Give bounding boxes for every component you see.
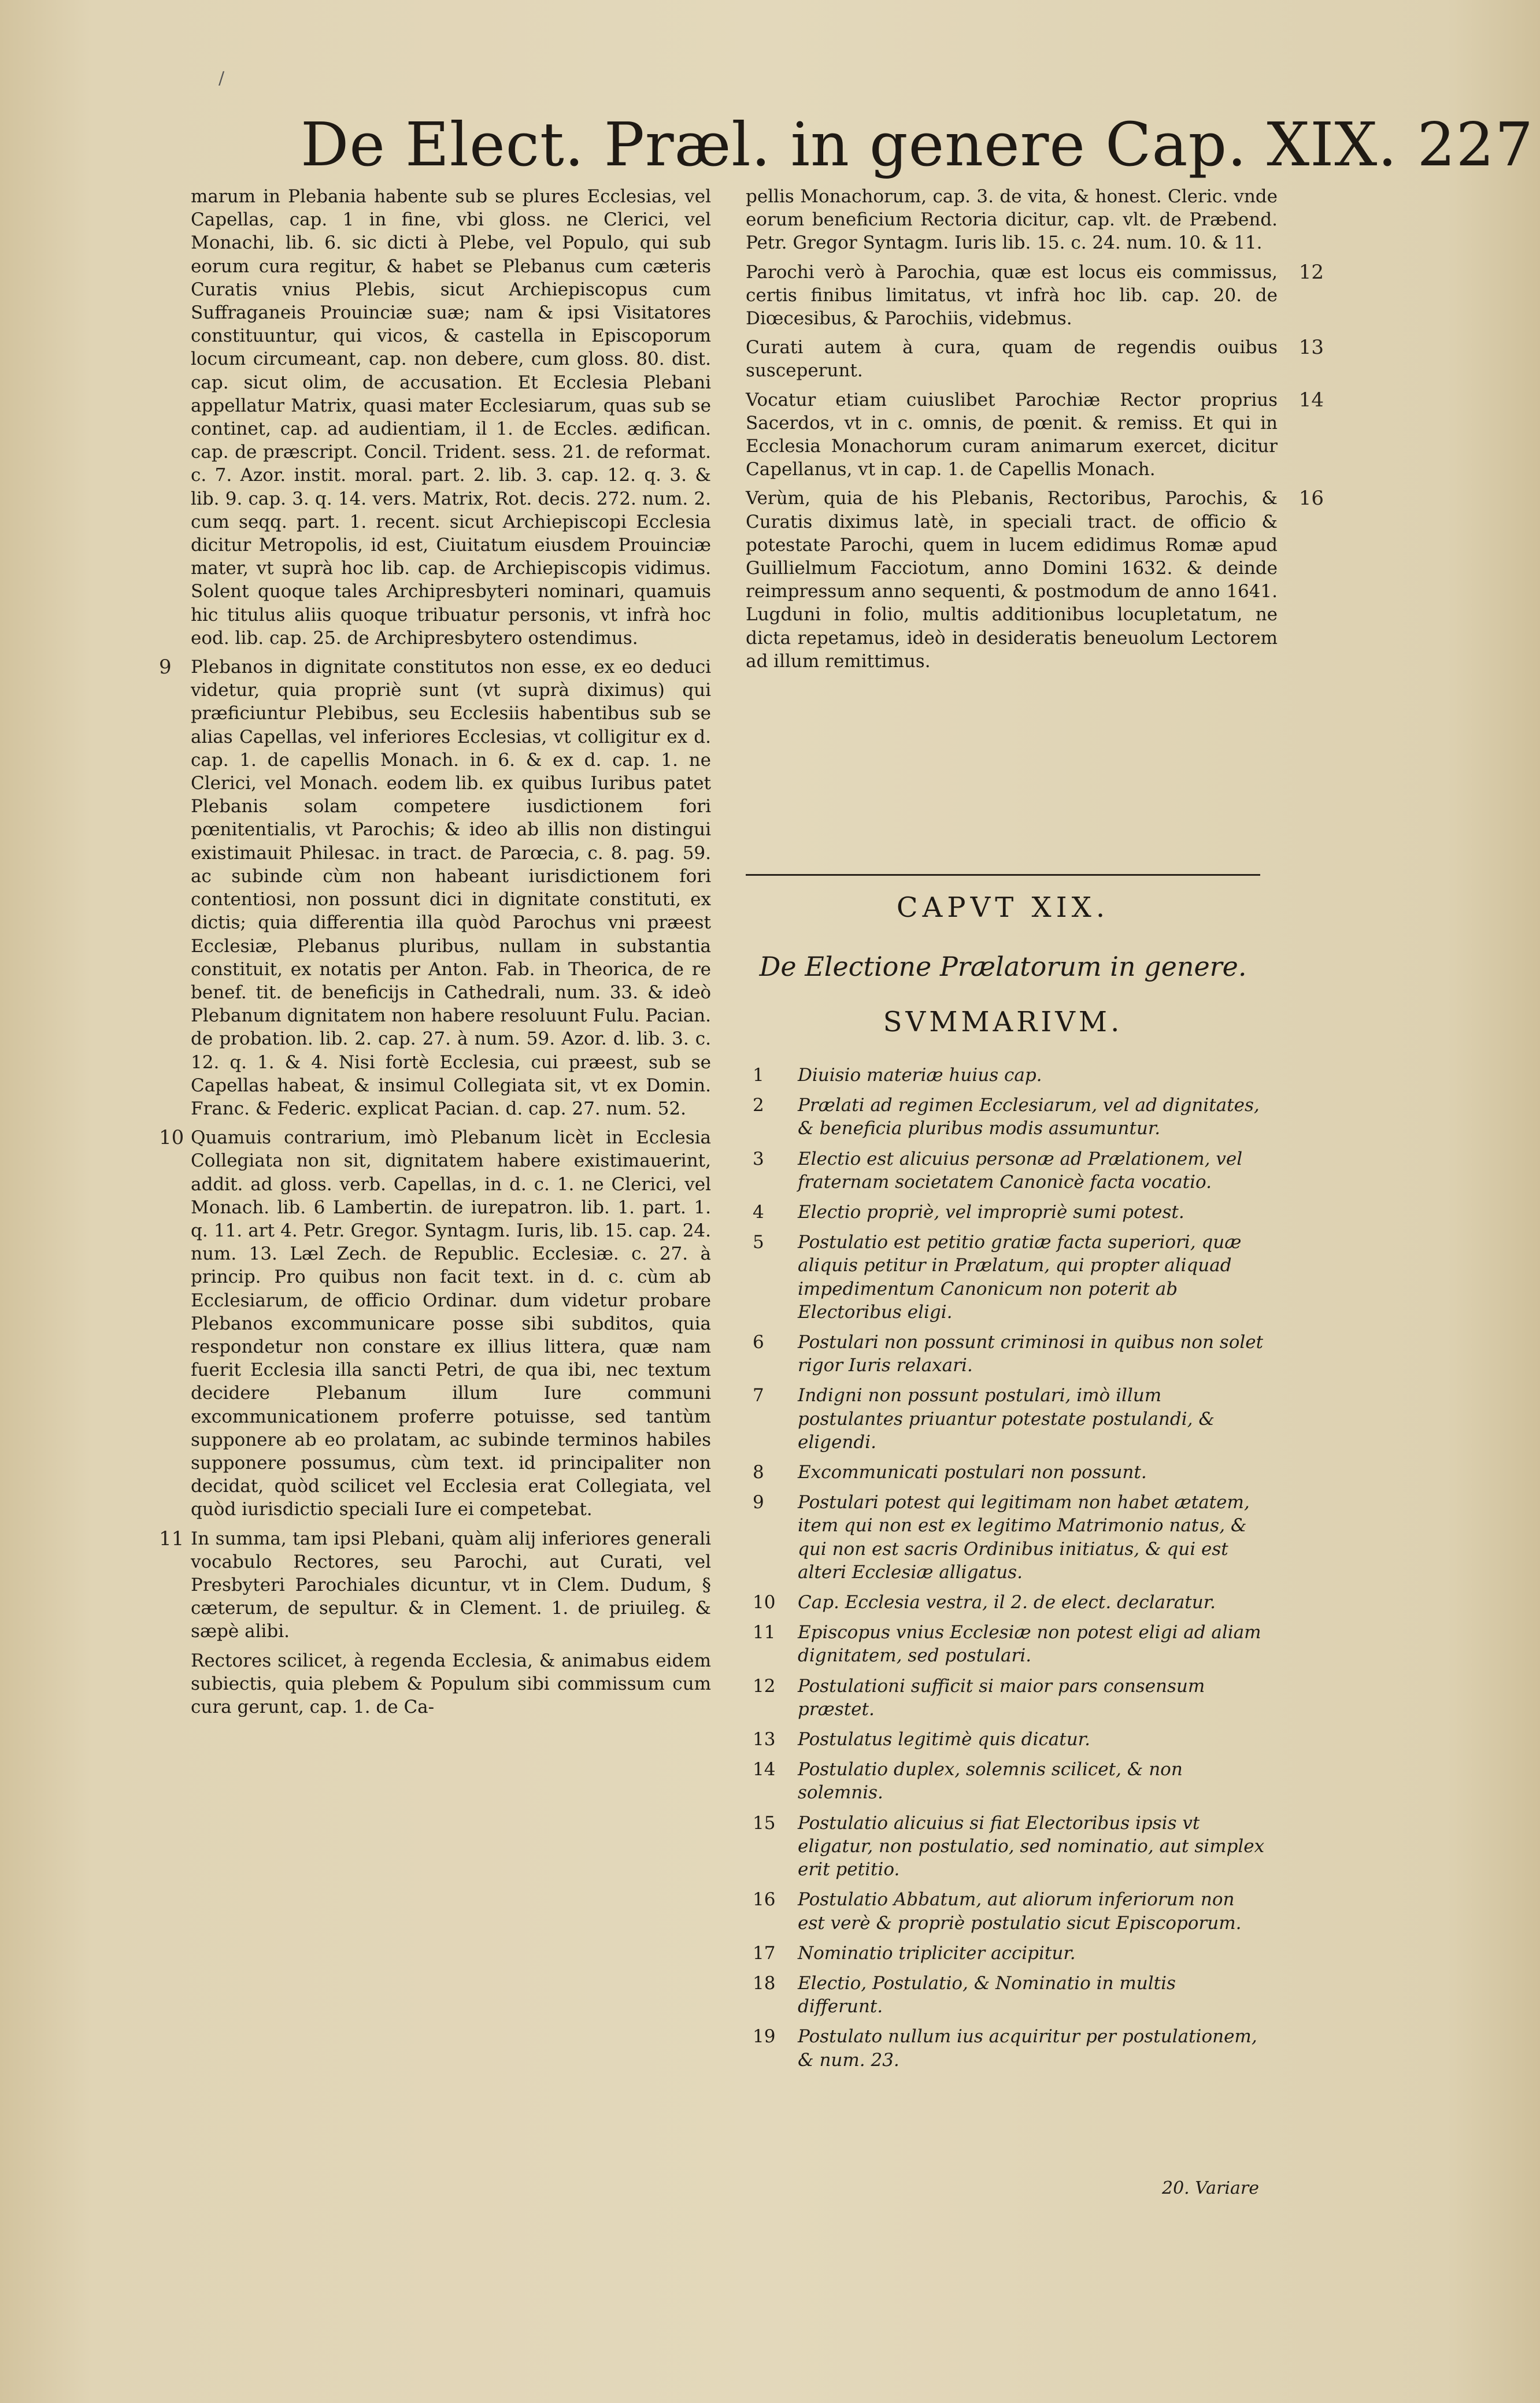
summary-text: Postulationi sufficit si maior pars consensum præstet. bbox=[798, 1675, 1205, 1720]
paragraph-text: Plebanos in dignitate constitutos non esse, ex eo deduci videtur, quia propriè sunt (vt suprà diximus) qui præficiuntur Plebibus, seu Ecclesiis habentibus sub se alias Capellas, vel inferiores Ecclesias, vt colligitur ex d. cap. 1. de capellis Monach. in 6. & ex d. cap. 1. ne Clerici, vel Monach. eodem lib. ex quibus Iuribus patet Plebanis solam competere iusdictionem fori pœnitentialis, vt Parochis; & ideo ab illis non distingui existimauit Philesac. in tract. de Parœcia, c. 8. pag. 59. ac subinde cùm non habeant iurisdictionem fori contentiosi, non possunt dici in dignitate constituti, ex dictis; quia differentia illa quòd Parochus vni præest Ecclesiæ, Plebanus pluribus, nullam in substantia constituit, ex notatis per Anton. Fab. in Theorica, de re benef. tit. de beneficijs in Cathedrali, num. 33. & ideò Plebanum dignitatem non habere resoluunt Fulu. Pacian. de probation. lib. 2. cap. 27. à num. 59. Azor. d. lib. 3. c. 12. q. 1. & 4. Nisi fortè Ecclesia, cui præest, sub se Capellas habeat, & insimul Collegiata sit, vt ex Domin. Franc. & Federic. explicat Pacian. d. cap. 27. num. 52. bbox=[191, 657, 711, 1119]
chapter-subtitle: De Electione Prælatorum in genere. bbox=[759, 951, 1247, 982]
paragraph-text: Rectores scilicet, à regenda Ecclesia, & animabus eidem subiectis, quia plebem & Populum sibi commissum cum cura gerunt, cap. 1. de Ca- bbox=[191, 1650, 711, 1717]
summary-text: Indigni non possunt postulari, imò illum postulantes priuantur potestate postulandi, & eligendi. bbox=[798, 1385, 1215, 1453]
paragraph bbox=[746, 487, 1324, 673]
summary-text: Postulatus legitimè quis dicatur. bbox=[798, 1729, 1090, 1750]
summary-item bbox=[746, 1972, 1266, 2018]
margin-number: 12 bbox=[1298, 260, 1324, 284]
summary-item bbox=[746, 1621, 1266, 1667]
summary-item bbox=[746, 1675, 1266, 1721]
paragraph bbox=[159, 1126, 711, 1521]
summary-text: Episcopus vnius Ecclesiæ non potest eligi ad aliam dignitatem, sed postulari. bbox=[798, 1622, 1261, 1667]
summary-text: Postulari non possunt criminosi in quibus non solet rigor Iuris relaxari. bbox=[798, 1332, 1264, 1376]
summary-item bbox=[746, 1384, 1266, 1454]
summary-number: 2 bbox=[753, 1095, 764, 1116]
summary-text: Electio est alicuius personæ ad Prælationem, vel fraternam societatem Canonicè facta vocatio. bbox=[798, 1148, 1243, 1193]
summary-number: 14 bbox=[753, 1759, 776, 1780]
paragraph-text: Vocatur etiam cuiuslibet Parochiæ Rector proprius Sacerdos, vt in c. omnis, de pœnit. & remiss. Et qui in Ecclesia Monachorum curam animarum exercet, dicitur Capellanus, vt in cap. 1. de Capellis Monach. bbox=[746, 389, 1278, 480]
summary-text: Nominatio tripliciter accipitur. bbox=[798, 1942, 1076, 1964]
paragraph-text: Quamuis contrarium, imò Plebanum licèt in Ecclesia Collegiata non sit, dignitatem habere existimauerint, addit. ad gloss. verb. Capellas, in d. c. 1. ne Clerici, vel Monach. lib. 6 Lambertin. de iurepatron. lib. 1. part. 1. q. 11. art 4. Petr. Gregor. Syntagm. Iuris, lib. 15. cap. 24. num. 13. Læl Zech. de Republic. Ecclesiæ. c. 27. à princip. Pro quibus non facit text. in d. c. cùm ab Ecclesiarum, de officio Ordinar. dum videtur probare Plebanos excommunicare posse sibi subditos, quia respondetur non constare ex illius littera, quæ nam fuerit Ecclesia illa sancti Petri, de qua ibi, nec textum decidere Plebanum illum Iure communi excommunicationem proferre potuisse, sed tantùm supponere ab eo prolatam, ac subinde terminos habiles supponere possumus, cùm text. id principaliter non decidat, quòd scilicet vel Ecclesia erat Collegiata, vel quòd iurisdictio speciali Iure ei competebat. bbox=[191, 1127, 711, 1520]
left-column bbox=[159, 185, 711, 1719]
summary-item bbox=[746, 1201, 1266, 1224]
summary-text: Cap. Ecclesia vestra, il 2. de elect. declaratur. bbox=[798, 1592, 1216, 1613]
summary-text: Postulatio alicuius si fiat Electoribus ipsis vt eligatur, non postulatio, sed nominatio, aut simplex erit petitio. bbox=[798, 1812, 1265, 1880]
pencil-mark: / bbox=[219, 68, 225, 88]
summary-list bbox=[746, 1064, 1266, 2079]
summary-number: 16 bbox=[753, 1889, 776, 1910]
summary-number: 11 bbox=[753, 1622, 776, 1643]
summary-item bbox=[746, 1812, 1266, 1882]
catchword: 20. Variare bbox=[1162, 2178, 1259, 2198]
margin-number: 16 bbox=[1298, 487, 1324, 510]
summary-number: 18 bbox=[753, 1972, 776, 1994]
summary-number: 8 bbox=[753, 1462, 764, 1483]
summary-item bbox=[746, 1461, 1266, 1484]
summary-number: 5 bbox=[753, 1232, 764, 1253]
summary-item bbox=[746, 1728, 1266, 1751]
margin-number: 13 bbox=[1298, 336, 1324, 360]
summary-text: Postulari potest qui legitimam non habet ætatem, item qui non est ex legitimo Matrimonio natus, & qui non est sacris Ordinibus initiatus, & qui est alteri Ecclesiæ alligatus. bbox=[798, 1492, 1250, 1583]
running-header: De Elect. Præl. in genere Cap. XIX. 227 bbox=[301, 109, 1534, 180]
summary-number: 7 bbox=[753, 1385, 764, 1406]
summary-number: 4 bbox=[753, 1202, 764, 1223]
summary-text: Postulatio Abbatum, aut aliorum inferiorum non est verè & propriè postulatio sicut Episcoporum. bbox=[798, 1889, 1242, 1934]
summary-text: Postulato nullum ius acquiritur per postulationem, & num. 23. bbox=[798, 2026, 1257, 2071]
margin-number: 11 bbox=[159, 1527, 184, 1550]
paragraph bbox=[746, 388, 1324, 482]
paragraph bbox=[746, 336, 1324, 382]
section-divider bbox=[746, 874, 1260, 876]
paragraph-text: Parochi verò à Parochia, quæ est locus eis commissus, certis finibus limitatus, vt infrà hoc lib. cap. 20. de Diœcesibus, & Parochiis, videbmus. bbox=[746, 261, 1278, 329]
summary-text: Electio propriè, vel impropriè sumi potest. bbox=[798, 1202, 1184, 1223]
summary-heading: SVMMARIVM. bbox=[883, 1006, 1123, 1038]
margin-number: 10 bbox=[159, 1126, 184, 1150]
summary-text: Postulatio est petitio gratiæ facta superiori, quæ aliquis petitur in Prælatum, qui propter aliquad impedimentum Canonicum non poterit ab Electoribus eligi. bbox=[798, 1232, 1242, 1323]
summary-item bbox=[746, 1591, 1266, 1614]
margin-number: 14 bbox=[1298, 388, 1324, 412]
paragraph bbox=[191, 185, 711, 650]
summary-number: 9 bbox=[753, 1492, 764, 1513]
paragraph-text: Curati autem à cura, quam de regendis ouibus susceperunt. bbox=[746, 337, 1278, 382]
paragraph bbox=[746, 185, 1278, 255]
paragraph-text: In summa, tam ipsi Plebani, quàm alij inferiores generali vocabulo Rectores, seu Parochi, aut Curati, vel Presbyteri Parochiales dicuntur, vt in Clem. Dudum, § cæterum, de sepultur. & in Clement. 1. de priuileg. & sæpè alibi. bbox=[191, 1528, 711, 1642]
summary-item bbox=[746, 1147, 1266, 1194]
summary-number: 15 bbox=[753, 1812, 776, 1834]
margin-number: 9 bbox=[159, 656, 172, 679]
summary-item bbox=[746, 2025, 1266, 2071]
summary-number: 17 bbox=[753, 1942, 776, 1964]
summary-number: 19 bbox=[753, 2026, 776, 2047]
summary-number: 13 bbox=[753, 1729, 776, 1750]
paragraph-text: pellis Monachorum, cap. 3. de vita, & honest. Cleric. vnde eorum beneficium Rectoria dicitur, cap. vlt. de Præbend. Petr. Gregor Syntagm. Iuris lib. 15. c. 24. num. 10. & 11. bbox=[746, 186, 1278, 254]
summary-number: 12 bbox=[753, 1675, 776, 1697]
summary-item bbox=[746, 1942, 1266, 1965]
paragraph bbox=[159, 656, 711, 1120]
summary-number: 6 bbox=[753, 1332, 764, 1353]
summary-number: 1 bbox=[753, 1065, 764, 1086]
summary-text: Excommunicati postulari non possunt. bbox=[798, 1462, 1147, 1483]
summary-item bbox=[746, 1331, 1266, 1377]
summary-item bbox=[746, 1888, 1266, 1934]
paragraph-text: marum in Plebania habente sub se plures Ecclesias, vel Capellas, cap. 1 in fine, vbi gloss. ne Clerici, vel Monachi, lib. 6. sic dicti à Plebe, vel Populo, qui sub eorum cura regitur, & habet se Plebanus cum cæteris Curatis vnius Plebis, sicut Archiepiscopus cum Suffraganeis Prouinciæ suæ; nam & ipsi Visitatores constituuntur, qui vicos, & castella in Episcoporum locum circumeant, cap. non debere, cum gloss. 80. dist. cap. sicut olim, de accusation. Et Ecclesia Plebani appellatur Matrix, quasi mater Ecclesiarum, quas sub se continet, cap. ad audientiam, il 1. de Eccles. ædifican. cap. de præscript. Concil. Trident. sess. 21. de reformat. c. 7. Azor. instit. moral. part. 2. lib. 3. cap. 12. q. 3. & lib. 9. cap. 3. q. 14. vers. Matrix, Rot. decis. 272. num. 2. cum seqq. part. 1. recent. sicut Archiepiscopi Ecclesia dicitur Metropolis, id est, Ciuitatum eiusdem Prouinciæ mater, vt suprà hoc lib. cap. de Archiepiscopis vidimus. Solent quoque tales Archipresbyteri nominari, quamuis hic titulus aliis quoque tribuatur personis, vt infrà hoc eod. lib. cap. 25. de Archipresbytero ostendimus. bbox=[191, 186, 711, 649]
paragraph bbox=[746, 260, 1324, 331]
paragraph bbox=[191, 1649, 711, 1719]
summary-item bbox=[746, 1758, 1266, 1804]
chapter-heading: CAPVT XIX. bbox=[896, 891, 1110, 924]
summary-number: 3 bbox=[753, 1148, 764, 1169]
summary-text: Postulatio duplex, solemnis scilicet, & non solemnis. bbox=[798, 1759, 1183, 1804]
summary-text: Diuisio materiæ huius cap. bbox=[798, 1065, 1042, 1086]
paragraph bbox=[159, 1527, 711, 1643]
summary-text: Prælati ad regimen Ecclesiarum, vel ad dignitates, & beneficia pluribus modis assumuntur. bbox=[798, 1095, 1260, 1139]
summary-item bbox=[746, 1094, 1266, 1140]
summary-number: 10 bbox=[753, 1592, 776, 1613]
right-column bbox=[746, 185, 1324, 673]
summary-item bbox=[746, 1231, 1266, 1324]
summary-item bbox=[746, 1064, 1266, 1087]
paragraph-text: Verùm, quia de his Plebanis, Rectoribus, Parochis, & Curatis diximus latè, in speciali tract. de officio & potestate Parochi, quem in lucem edidimus Romæ apud Guillielmum Facciotum, anno Domini 1632. & deinde reimpressum anno sequenti, & postmodum de anno 1641. Lugduni in folio, multis additionibus locupletatum, ne dicta repetamus, ideò in desideratis beneuolum Lectorem ad illum remittimus. bbox=[746, 488, 1278, 672]
summary-item bbox=[746, 1491, 1266, 1584]
summary-text: Electio, Postulatio, & Nominatio in multis differunt. bbox=[798, 1972, 1176, 2017]
